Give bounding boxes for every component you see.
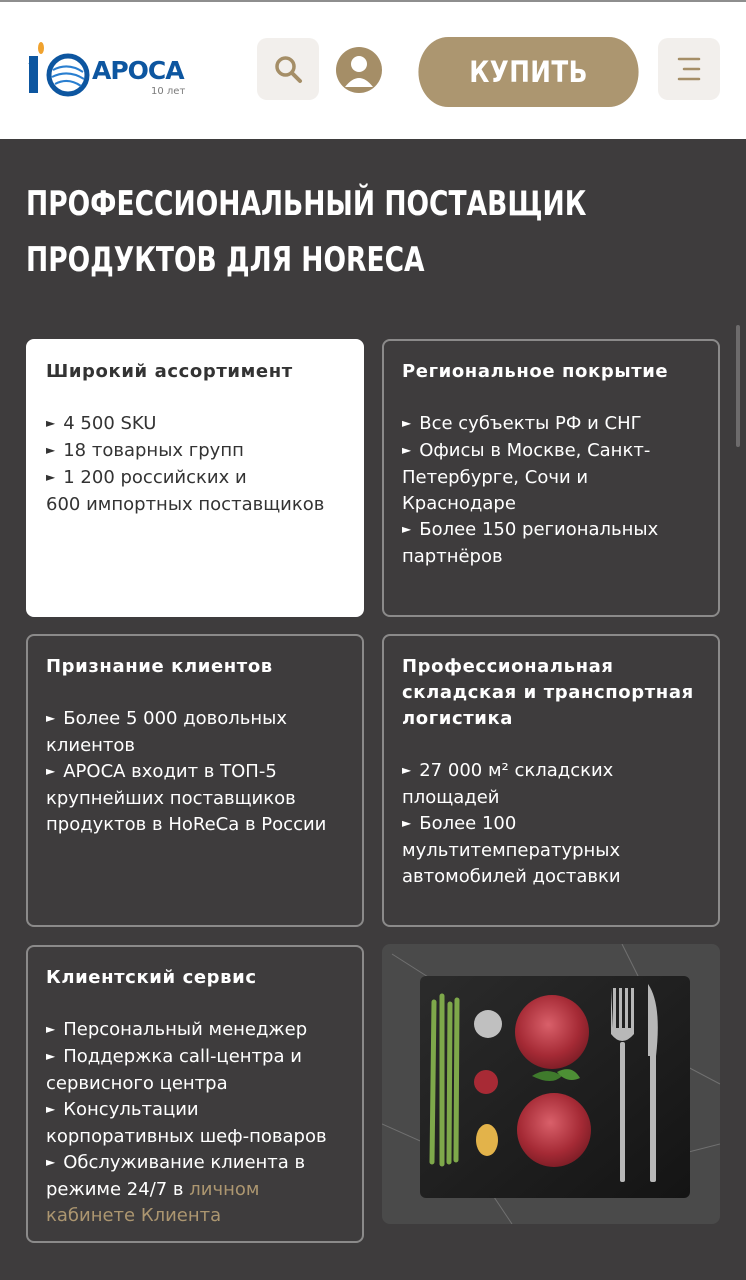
list-item: ► Все субъекты РФ и СНГ bbox=[402, 411, 700, 438]
list-item: площадей bbox=[402, 787, 500, 808]
bullet-icon: ► bbox=[46, 1049, 56, 1063]
list-item: ► Персональный менеджер bbox=[46, 1017, 344, 1044]
card-regional bbox=[382, 339, 720, 617]
bullet-icon: ► bbox=[46, 470, 56, 484]
list-item: 600 импортных поставщиков bbox=[46, 494, 325, 515]
list-item: клиентов bbox=[46, 735, 136, 756]
list-item: партнёров bbox=[402, 546, 503, 567]
client-cabinet-link[interactable]: личном bbox=[189, 1179, 260, 1200]
logo[interactable] bbox=[26, 42, 196, 102]
bullet-icon: ► bbox=[402, 443, 412, 457]
card-recognition bbox=[26, 634, 364, 927]
page-title-line: ПРОФЕССИОНАЛЬНЫЙ ПОСТАВЩИК bbox=[26, 184, 587, 224]
list-item: ► Обслуживание клиента в bbox=[46, 1150, 344, 1177]
client-cabinet-link[interactable]: кабинете Клиента bbox=[46, 1205, 222, 1226]
logo-emblem-icon bbox=[26, 42, 96, 102]
list-item: мультитемпературных bbox=[402, 840, 621, 861]
menu-button[interactable] bbox=[658, 38, 720, 100]
list-item: ► 1 200 российских и bbox=[46, 465, 344, 492]
bullet-icon: ► bbox=[402, 816, 412, 830]
card-title: Клиентский сервис bbox=[46, 967, 257, 988]
list-item: ► Консультации bbox=[46, 1097, 344, 1124]
list-item: сервисного центра bbox=[46, 1073, 228, 1094]
search-icon bbox=[273, 54, 303, 84]
card-items bbox=[46, 706, 344, 838]
card-items bbox=[402, 411, 700, 570]
card-logistics bbox=[382, 634, 720, 927]
card-service bbox=[26, 945, 364, 1243]
page-title-line: ПРОДУКТОВ ДЛЯ HORECA bbox=[26, 240, 425, 280]
bullet-icon: ► bbox=[46, 416, 56, 430]
list-item: ► Более 150 региональных bbox=[402, 517, 700, 544]
list-item: ► 18 товарных групп bbox=[46, 438, 344, 465]
list-item: крупнейших поставщиков bbox=[46, 788, 296, 809]
page-title bbox=[26, 176, 726, 288]
logo-text: АРОСА bbox=[92, 56, 184, 85]
card-title: Признание клиентов bbox=[46, 656, 273, 677]
search-button[interactable] bbox=[257, 38, 319, 100]
bullet-icon: ► bbox=[46, 1102, 56, 1116]
scrollbar[interactable] bbox=[736, 325, 740, 447]
bullet-icon: ► bbox=[46, 1022, 56, 1036]
bullet-icon: ► bbox=[402, 416, 412, 430]
user-icon bbox=[336, 47, 382, 93]
list-item: Петербурге, Сочи и bbox=[402, 467, 589, 488]
card-title: Широкий ассортимент bbox=[46, 361, 293, 382]
bullet-icon: ► bbox=[46, 764, 56, 778]
list-item: ► Поддержка call-центра и bbox=[46, 1044, 344, 1071]
bullet-icon: ► bbox=[402, 763, 412, 777]
bullet-icon: ► bbox=[402, 522, 412, 536]
list-item: продуктов в HoReCa в России bbox=[46, 814, 327, 835]
card-assortment bbox=[26, 339, 364, 617]
list-item: ► 27 000 м² складских bbox=[402, 758, 700, 785]
list-item: ► Более 100 bbox=[402, 811, 700, 838]
list-item: ► Более 5 000 довольных bbox=[46, 706, 344, 733]
bullet-icon: ► bbox=[46, 1155, 56, 1169]
buy-button[interactable]: КУПИТЬ bbox=[418, 37, 638, 107]
menu-icon bbox=[675, 55, 703, 83]
list-item: автомобилей доставки bbox=[402, 866, 621, 887]
profile-button[interactable] bbox=[336, 47, 382, 93]
bullet-icon: ► bbox=[46, 443, 56, 457]
list-item: режиме 24/7 в личном bbox=[46, 1179, 260, 1200]
list-item: Краснодаре bbox=[402, 493, 516, 514]
list-item: корпоративных шеф-поваров bbox=[46, 1126, 327, 1147]
card-items bbox=[402, 758, 700, 890]
list-item bbox=[46, 1203, 344, 1229]
list-item: ► Офисы в Москве, Санкт- bbox=[402, 438, 700, 465]
food-image bbox=[382, 944, 720, 1224]
site-header bbox=[0, 2, 746, 139]
card-title: Профессиональная складская и транспортная логистика bbox=[402, 656, 694, 729]
list-item: ► АРОСА входит в ТОП-5 bbox=[46, 759, 344, 786]
card-title: Региональное покрытие bbox=[402, 361, 669, 382]
card-items bbox=[46, 411, 344, 518]
list-item: ► 4 500 SKU bbox=[46, 411, 344, 438]
logo-subtitle: 10 лет bbox=[151, 86, 186, 97]
card-items bbox=[46, 1017, 344, 1229]
bullet-icon: ► bbox=[46, 711, 56, 725]
